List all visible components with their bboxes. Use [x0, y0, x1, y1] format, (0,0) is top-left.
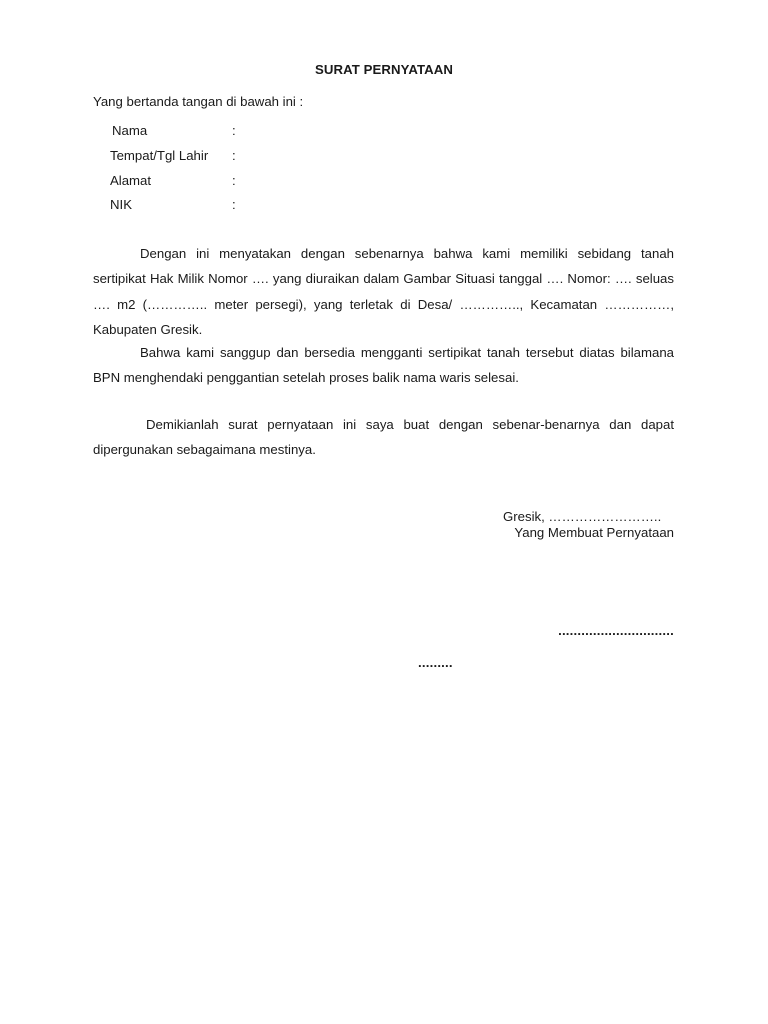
field-row-tempat-tgl-lahir [110, 148, 410, 166]
field-colon: : [232, 148, 236, 163]
document-title: SURAT PERNYATAAN [314, 62, 454, 77]
field-colon: : [232, 173, 236, 188]
field-row-alamat [110, 173, 410, 191]
field-label: NIK [110, 197, 132, 212]
field-row-nama [110, 123, 410, 141]
trailing-dots: ......... [418, 655, 453, 670]
closing-paragraph [93, 412, 674, 463]
signature-name-line: .............................. [558, 623, 674, 638]
field-colon: : [232, 123, 236, 138]
commitment-text: Bahwa kami sanggup dan bersedia mengganti sertipikat tanah tersebut diatas bilamana BPN menghendaki penggantian setelah proses balik nama waris selesai. [93, 345, 674, 386]
signature-title: Yang Membuat Pernyataan [514, 525, 674, 540]
intro-text: Yang bertanda tangan di bawah ini : [93, 94, 304, 109]
signature-place-date: Gresik, …………………….. [503, 509, 662, 524]
field-colon: : [232, 197, 236, 212]
field-row-nik [110, 197, 410, 215]
statement-text: Dengan ini menyatakan dengan sebenarnya bahwa kami memiliki sebidang tanah sertipikat Hak Milik Nomor …. yang diuraikan dalam Gambar Situasi tanggal …. Nomor: …. seluas …. m2 (………….. meter persegi), yang terletak di Desa/ ………….., Kecamatan ……………, Kabupaten Gresik. [93, 246, 674, 337]
field-label: Nama [112, 123, 148, 138]
field-label: Alamat [110, 173, 152, 188]
commitment-paragraph [93, 340, 674, 391]
closing-text: Demikianlah surat pernyataan ini saya buat dengan sebenar-benarnya dan dapat dipergunakan sebagaimana mestinya. [93, 417, 674, 458]
statement-paragraph [93, 241, 674, 342]
field-label: Tempat/Tgl Lahir [110, 148, 209, 163]
